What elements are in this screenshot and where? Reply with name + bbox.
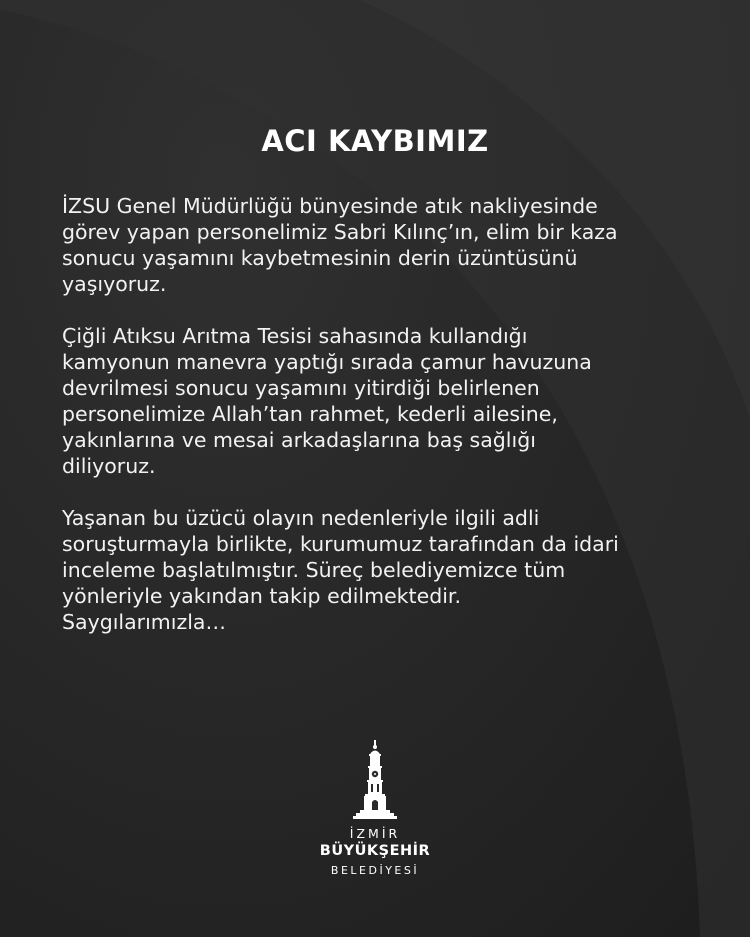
paragraph-line: personelimize Allah’tan rahmet, kederli ailesine,: [62, 402, 558, 426]
paragraph-line: yönleriyle yakından takip edilmektedir.: [62, 584, 461, 608]
page-title: ACI KAYBIMIZ: [261, 124, 489, 158]
paragraph-line: sonucu yaşamını kaybetmesinin derin üzüntüsünü: [62, 246, 578, 270]
logo-text-izmir: İZMİR: [349, 826, 401, 841]
paragraph-2: [62, 323, 702, 479]
paragraph-line: Çiğli Atıksu Arıtma Tesisi sahasında kullandığı: [62, 324, 528, 348]
paragraph-line: Saygılarımızla…: [62, 610, 226, 634]
paragraph-line: inceleme başlatılmıştır. Süreç belediyemizce tüm: [62, 558, 566, 582]
paragraph-line: görev yapan personelimiz Sabri Kılınç’ın, elim bir kaza: [62, 220, 618, 244]
paragraph-line: Yaşanan bu üzücü olayın nedenleriyle ilgili adli: [62, 506, 540, 530]
paragraph-1: [62, 193, 702, 297]
paragraph-line: yakınlarına ve mesai arkadaşlarına baş sağlığı: [62, 428, 536, 452]
logo-text-buyuksehir: BÜYÜKŞEHİR: [319, 843, 431, 859]
paragraph-line: soruşturmayla birlikte, kurumumuz tarafından da idari: [62, 532, 619, 556]
paragraph-line: İZSU Genel Müdürlüğü bünyesinde atık nakliyesinde: [62, 194, 598, 218]
paragraph-line: diliyoruz.: [62, 454, 156, 478]
paragraph-line: devrilmesi sonucu yaşamını yitirdiği belirlenen: [62, 376, 540, 400]
izmir-municipality-logo: [300, 740, 450, 890]
message-body: [62, 193, 702, 661]
paragraph-3: [62, 505, 702, 635]
logo-text-belediyesi: BELEDİYESİ: [330, 864, 420, 877]
paragraph-line: yaşıyoruz.: [62, 272, 167, 296]
paragraph-line: kamyonun manevra yaptığı sırada çamur havuzuna: [62, 350, 592, 374]
clock-tower-icon: [350, 740, 400, 820]
